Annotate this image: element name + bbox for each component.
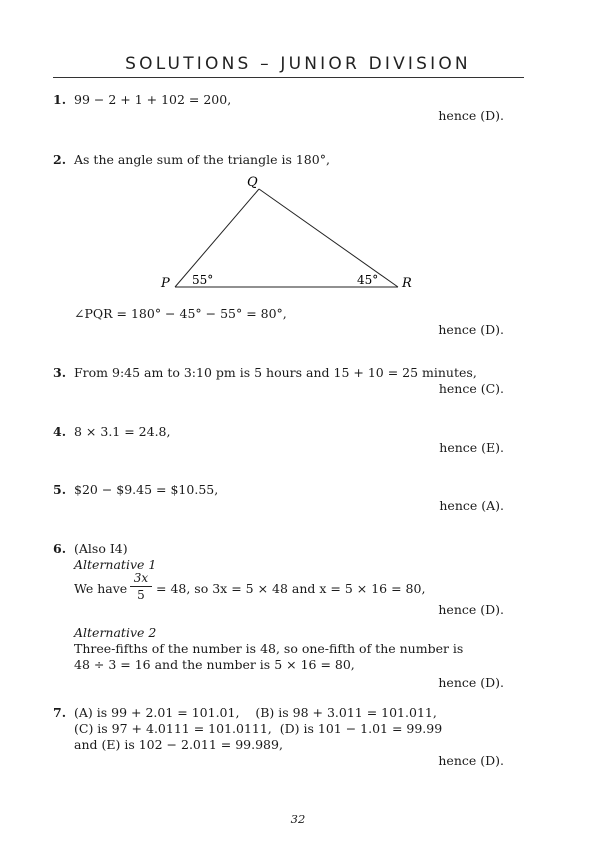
triangle-side-pq (175, 189, 259, 287)
page-number: 32 (290, 812, 306, 826)
alt-2-answer: hence (D). (438, 675, 504, 690)
item-3-text: From 9:45 am to 3:10 pm is 5 hours and 15 + 10 = 25 minutes, (74, 365, 477, 380)
item-4-text: 8 × 3.1 = 24.8, (74, 424, 171, 439)
item-1-number: 1. (53, 92, 67, 107)
page-title: SOLUTIONS – JUNIOR DIVISION (125, 54, 471, 74)
item-2-equation: ∠PQR = 180° − 45° − 55° = 80°, (74, 306, 287, 321)
item-5-text: $20 − $9.45 = $10.55, (74, 482, 219, 497)
alt-2-line-2: 48 ÷ 3 = 16 and the number is 5 × 16 = 80, (74, 657, 355, 672)
alt-2-line-1: Three-fifths of the number is 48, so one-fifth of the number is (74, 641, 464, 656)
fraction-bar (130, 586, 152, 587)
vertex-q-label: Q (247, 175, 258, 190)
vertex-p-label: P (161, 276, 170, 291)
angle-p-label: 55° (192, 273, 214, 287)
item-3-number: 3. (53, 365, 67, 380)
item-5-answer: hence (A). (439, 498, 504, 513)
fraction (130, 571, 152, 602)
alt-1-answer: hence (D). (438, 602, 504, 617)
alt-1-heading: Alternative 1 (74, 557, 157, 572)
item-7-line-3: and (E) is 102 − 2.011 = 99.989, (74, 737, 283, 752)
alt-2-heading: Alternative 2 (74, 625, 157, 640)
vertex-r-label: R (402, 276, 412, 291)
item-5-number: 5. (53, 482, 67, 497)
item-4-number: 4. (53, 424, 67, 439)
item-7-number: 7. (53, 705, 67, 720)
item-7-answer: hence (D). (438, 753, 504, 768)
item-1-answer: hence (D). (438, 108, 504, 123)
item-3-answer: hence (C). (438, 381, 504, 396)
angle-r-label: 45° (357, 273, 379, 287)
item-1-text: 99 − 2 + 1 + 102 = 200, (74, 92, 232, 107)
item-6-text: (Also I4) (74, 541, 128, 556)
item-2-number: 2. (53, 152, 67, 167)
item-2-answer: hence (D). (438, 322, 504, 337)
item-6-number: 6. (53, 541, 67, 556)
item-4-answer: hence (E). (439, 440, 504, 455)
fraction-numerator: 3x (133, 571, 149, 585)
fraction-denominator: 5 (137, 588, 145, 602)
item-7-line-2: (C) is 97 + 4.0111 = 101.0111, (D) is 101 − 1.01 = 99.99 (74, 721, 443, 736)
alt-1-prefix: We have (74, 581, 128, 596)
item-2-text: As the angle sum of the triangle is 180°, (74, 152, 330, 167)
alt-1-equation: = 48, so 3x = 5 × 48 and x = 5 × 16 = 80, (156, 581, 426, 596)
item-7-line-1: (A) is 99 + 2.01 = 101.01, (B) is 98 + 3.011 = 101.011, (74, 705, 437, 720)
